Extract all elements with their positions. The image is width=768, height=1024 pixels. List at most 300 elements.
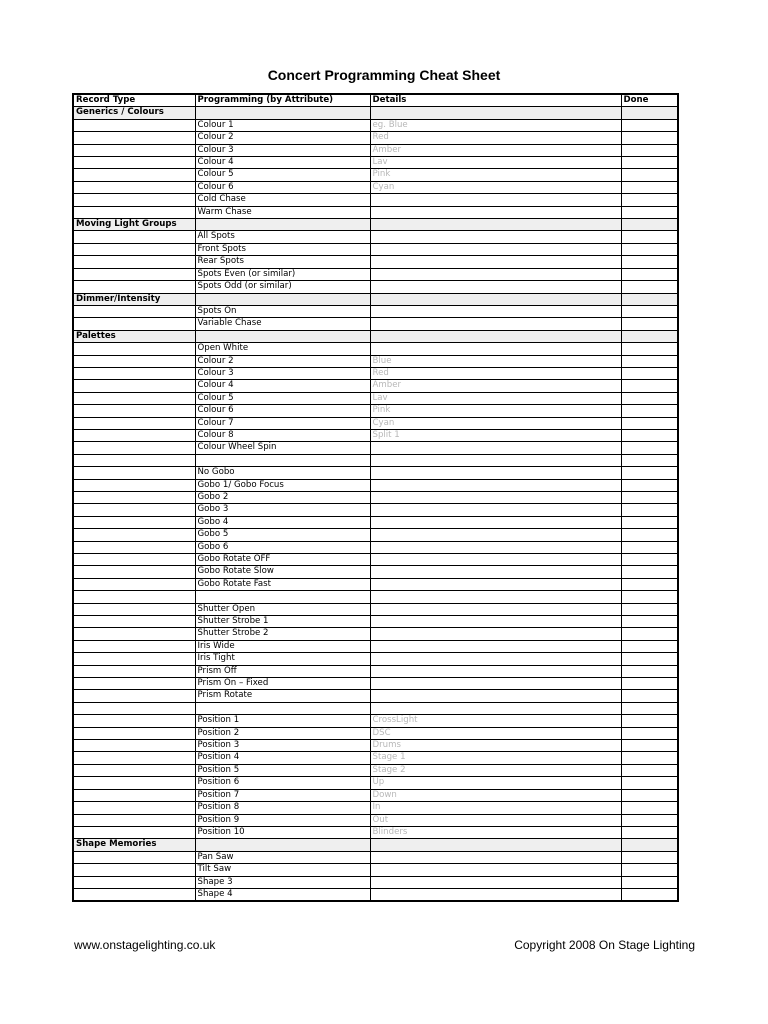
done-cell — [621, 343, 678, 355]
record-type-cell — [73, 764, 195, 776]
details-cell — [370, 839, 621, 851]
done-cell — [621, 876, 678, 888]
done-cell — [621, 231, 678, 243]
programming-cell: Rear Spots — [195, 256, 370, 268]
record-type-cell — [73, 541, 195, 553]
details-cell — [370, 566, 621, 578]
record-type-cell — [73, 566, 195, 578]
table-row — [73, 715, 678, 727]
record-type-cell — [73, 318, 195, 330]
record-type-cell — [73, 157, 195, 169]
details-cell — [370, 690, 621, 702]
record-type-cell — [73, 504, 195, 516]
table-row — [73, 814, 678, 826]
table-row — [73, 851, 678, 863]
programming-cell: Prism On – Fixed — [195, 678, 370, 690]
table-row — [73, 467, 678, 479]
done-cell — [621, 281, 678, 293]
programming-cell: Colour 2 — [195, 132, 370, 144]
record-type-cell — [73, 851, 195, 863]
record-type-cell — [73, 256, 195, 268]
details-cell — [370, 268, 621, 280]
done-cell — [621, 467, 678, 479]
cheat-sheet-table — [72, 93, 679, 902]
record-type-cell — [73, 281, 195, 293]
programming-cell: Colour 4 — [195, 157, 370, 169]
details-cell — [370, 256, 621, 268]
details-cell — [370, 603, 621, 615]
table-row — [73, 442, 678, 454]
details-cell — [370, 591, 621, 603]
table-row — [73, 566, 678, 578]
programming-cell: Colour Wheel Spin — [195, 442, 370, 454]
table-row — [73, 541, 678, 553]
record-type-cell — [73, 888, 195, 901]
record-type-cell — [73, 802, 195, 814]
record-type-cell — [73, 305, 195, 317]
done-cell — [621, 616, 678, 628]
record-type-cell — [73, 231, 195, 243]
programming-cell: Gobo 3 — [195, 504, 370, 516]
record-type-cell — [73, 603, 195, 615]
details-cell — [370, 554, 621, 566]
done-cell — [621, 219, 678, 231]
table-row — [73, 454, 678, 466]
done-cell — [621, 764, 678, 776]
table-row — [73, 181, 678, 193]
done-cell — [621, 256, 678, 268]
table-header-row — [73, 94, 678, 107]
done-cell — [621, 566, 678, 578]
programming-cell — [195, 293, 370, 305]
done-cell — [621, 864, 678, 876]
programming-cell — [195, 839, 370, 851]
page-title: Concert Programming Cheat Sheet — [267, 67, 501, 83]
details-cell — [370, 343, 621, 355]
programming-cell: Position 9 — [195, 814, 370, 826]
programming-cell: Prism Rotate — [195, 690, 370, 702]
done-cell — [621, 888, 678, 901]
done-cell — [621, 628, 678, 640]
section-row — [73, 293, 678, 305]
section-row — [73, 839, 678, 851]
programming-cell: Position 3 — [195, 740, 370, 752]
details-cell — [370, 504, 621, 516]
table-row — [73, 826, 678, 838]
record-type-cell — [73, 442, 195, 454]
details-cell: DSC — [370, 727, 621, 739]
programming-cell: Gobo 6 — [195, 541, 370, 553]
record-type-cell — [73, 491, 195, 503]
record-type-cell — [73, 405, 195, 417]
table-row — [73, 864, 678, 876]
done-cell — [621, 740, 678, 752]
details-cell — [370, 454, 621, 466]
details-cell: Amber — [370, 144, 621, 156]
done-cell — [621, 107, 678, 119]
done-cell — [621, 293, 678, 305]
details-cell — [370, 479, 621, 491]
table-row — [73, 405, 678, 417]
programming-cell: Position 8 — [195, 802, 370, 814]
footer-copyright: Copyright 2008 On Stage Lighting — [514, 938, 695, 952]
record-type-cell — [73, 826, 195, 838]
programming-cell: Pan Saw — [195, 851, 370, 863]
record-type-cell — [73, 417, 195, 429]
programming-cell — [195, 330, 370, 342]
header-record-type: Record Type — [73, 94, 195, 107]
details-cell: Down — [370, 789, 621, 801]
details-cell — [370, 491, 621, 503]
done-cell — [621, 541, 678, 553]
table-row — [73, 777, 678, 789]
details-cell — [370, 851, 621, 863]
programming-cell: Colour 8 — [195, 429, 370, 441]
programming-cell: Gobo 5 — [195, 529, 370, 541]
table-row — [73, 355, 678, 367]
table-row — [73, 268, 678, 280]
table-row — [73, 764, 678, 776]
done-cell — [621, 429, 678, 441]
done-cell — [621, 206, 678, 218]
details-cell: Lav — [370, 157, 621, 169]
done-cell — [621, 392, 678, 404]
record-type-cell — [73, 578, 195, 590]
done-cell — [621, 640, 678, 652]
done-cell — [621, 516, 678, 528]
programming-cell: Shape 4 — [195, 888, 370, 901]
details-cell — [370, 529, 621, 541]
done-cell — [621, 194, 678, 206]
programming-cell: Position 4 — [195, 752, 370, 764]
record-type-cell — [73, 640, 195, 652]
record-type-cell — [73, 355, 195, 367]
record-type-cell — [73, 678, 195, 690]
done-cell — [621, 665, 678, 677]
record-type-cell — [73, 702, 195, 714]
table-row — [73, 640, 678, 652]
record-type-cell — [73, 243, 195, 255]
table-row — [73, 876, 678, 888]
table-row — [73, 591, 678, 603]
section-row — [73, 330, 678, 342]
done-cell — [621, 442, 678, 454]
details-cell: Lav — [370, 392, 621, 404]
table-row — [73, 752, 678, 764]
record-type-cell: Generics / Colours — [73, 107, 195, 119]
record-type-cell — [73, 392, 195, 404]
details-cell: Red — [370, 367, 621, 379]
record-type-cell: Moving Light Groups — [73, 219, 195, 231]
details-cell — [370, 628, 621, 640]
record-type-cell — [73, 479, 195, 491]
record-type-cell — [73, 752, 195, 764]
programming-cell — [195, 454, 370, 466]
table-row — [73, 727, 678, 739]
programming-cell: All Spots — [195, 231, 370, 243]
details-cell: Split 1 — [370, 429, 621, 441]
record-type-cell — [73, 380, 195, 392]
programming-cell — [195, 591, 370, 603]
details-cell: Stage 2 — [370, 764, 621, 776]
programming-cell: Gobo 1/ Gobo Focus — [195, 479, 370, 491]
table-row — [73, 479, 678, 491]
record-type-cell — [73, 194, 195, 206]
table-row — [73, 392, 678, 404]
record-type-cell — [73, 343, 195, 355]
programming-cell: Position 7 — [195, 789, 370, 801]
details-cell — [370, 305, 621, 317]
done-cell — [621, 504, 678, 516]
table-row — [73, 678, 678, 690]
table-row — [73, 343, 678, 355]
details-cell — [370, 876, 621, 888]
details-cell — [370, 206, 621, 218]
programming-cell: Iris Tight — [195, 653, 370, 665]
table-row — [73, 157, 678, 169]
record-type-cell — [73, 132, 195, 144]
record-type-cell — [73, 864, 195, 876]
programming-cell: Spots Even (or similar) — [195, 268, 370, 280]
record-type-cell — [73, 268, 195, 280]
done-cell — [621, 181, 678, 193]
record-type-cell — [73, 616, 195, 628]
table-row — [73, 616, 678, 628]
details-cell — [370, 640, 621, 652]
record-type-cell — [73, 454, 195, 466]
done-cell — [621, 727, 678, 739]
details-cell — [370, 653, 621, 665]
programming-cell: Spots Odd (or similar) — [195, 281, 370, 293]
programming-cell: Colour 6 — [195, 405, 370, 417]
table-row — [73, 740, 678, 752]
done-cell — [621, 268, 678, 280]
record-type-cell — [73, 727, 195, 739]
table-row — [73, 194, 678, 206]
done-cell — [621, 367, 678, 379]
programming-cell: Colour 4 — [195, 380, 370, 392]
programming-cell: Colour 6 — [195, 181, 370, 193]
record-type-cell: Dimmer/Intensity — [73, 293, 195, 305]
record-type-cell — [73, 715, 195, 727]
record-type-cell — [73, 789, 195, 801]
programming-cell: Shape 3 — [195, 876, 370, 888]
record-type-cell — [73, 740, 195, 752]
done-cell — [621, 479, 678, 491]
programming-cell: Colour 5 — [195, 169, 370, 181]
done-cell — [621, 826, 678, 838]
done-cell — [621, 690, 678, 702]
done-cell — [621, 653, 678, 665]
table-row — [73, 665, 678, 677]
done-cell — [621, 702, 678, 714]
table-row — [73, 281, 678, 293]
programming-cell — [195, 219, 370, 231]
record-type-cell — [73, 169, 195, 181]
programming-cell: Gobo Rotate OFF — [195, 554, 370, 566]
details-cell — [370, 281, 621, 293]
programming-cell: Shutter Strobe 1 — [195, 616, 370, 628]
table-row — [73, 653, 678, 665]
record-type-cell — [73, 628, 195, 640]
details-cell: Pink — [370, 405, 621, 417]
programming-cell: Gobo 2 — [195, 491, 370, 503]
header-details: Details — [370, 94, 621, 107]
details-cell: Stage 1 — [370, 752, 621, 764]
programming-cell — [195, 107, 370, 119]
record-type-cell — [73, 144, 195, 156]
table-row — [73, 690, 678, 702]
record-type-cell: Palettes — [73, 330, 195, 342]
details-cell: Cyan — [370, 181, 621, 193]
programming-cell: Shutter Strobe 2 — [195, 628, 370, 640]
record-type-cell — [73, 591, 195, 603]
details-cell — [370, 219, 621, 231]
details-cell: Blinders — [370, 826, 621, 838]
record-type-cell — [73, 467, 195, 479]
done-cell — [621, 305, 678, 317]
table-row — [73, 206, 678, 218]
programming-cell: Tilt Saw — [195, 864, 370, 876]
details-cell — [370, 293, 621, 305]
details-cell — [370, 467, 621, 479]
table-row — [73, 367, 678, 379]
programming-cell: Spots On — [195, 305, 370, 317]
table-row — [73, 305, 678, 317]
table-row — [73, 144, 678, 156]
done-cell — [621, 318, 678, 330]
record-type-cell — [73, 119, 195, 131]
details-cell — [370, 665, 621, 677]
details-cell — [370, 578, 621, 590]
done-cell — [621, 169, 678, 181]
table-row — [73, 516, 678, 528]
done-cell — [621, 355, 678, 367]
programming-cell: Open White — [195, 343, 370, 355]
footer-website: www.onstagelighting.co.uk — [74, 938, 216, 952]
programming-cell: Colour 3 — [195, 144, 370, 156]
table-row — [73, 554, 678, 566]
done-cell — [621, 144, 678, 156]
record-type-cell — [73, 814, 195, 826]
table-row — [73, 603, 678, 615]
table-row — [73, 491, 678, 503]
programming-cell: Position 10 — [195, 826, 370, 838]
details-cell — [370, 318, 621, 330]
done-cell — [621, 752, 678, 764]
programming-cell: Position 6 — [195, 777, 370, 789]
done-cell — [621, 678, 678, 690]
programming-cell: No Gobo — [195, 467, 370, 479]
done-cell — [621, 603, 678, 615]
table-row — [73, 888, 678, 901]
programming-cell: Warm Chase — [195, 206, 370, 218]
details-cell — [370, 864, 621, 876]
details-cell — [370, 541, 621, 553]
table-row — [73, 380, 678, 392]
details-cell: CrossLight — [370, 715, 621, 727]
record-type-cell — [73, 367, 195, 379]
details-cell — [370, 702, 621, 714]
done-cell — [621, 839, 678, 851]
details-cell: Drums — [370, 740, 621, 752]
table-row — [73, 789, 678, 801]
programming-cell: Colour 7 — [195, 417, 370, 429]
done-cell — [621, 119, 678, 131]
done-cell — [621, 777, 678, 789]
details-cell: Up — [370, 777, 621, 789]
done-cell — [621, 715, 678, 727]
table-row — [73, 429, 678, 441]
section-row — [73, 107, 678, 119]
details-cell: Amber — [370, 380, 621, 392]
table-row — [73, 504, 678, 516]
done-cell — [621, 491, 678, 503]
programming-cell: Prism Off — [195, 665, 370, 677]
done-cell — [621, 554, 678, 566]
done-cell — [621, 789, 678, 801]
done-cell — [621, 330, 678, 342]
done-cell — [621, 405, 678, 417]
done-cell — [621, 417, 678, 429]
programming-cell: Colour 5 — [195, 392, 370, 404]
details-cell: Cyan — [370, 417, 621, 429]
details-cell: Pink — [370, 169, 621, 181]
programming-cell: Position 5 — [195, 764, 370, 776]
record-type-cell — [73, 690, 195, 702]
done-cell — [621, 851, 678, 863]
details-cell — [370, 330, 621, 342]
programming-cell: Colour 3 — [195, 367, 370, 379]
section-row — [73, 219, 678, 231]
record-type-cell — [73, 516, 195, 528]
table-row — [73, 529, 678, 541]
details-cell — [370, 107, 621, 119]
record-type-cell — [73, 554, 195, 566]
record-type-cell — [73, 429, 195, 441]
programming-cell: Shutter Open — [195, 603, 370, 615]
table-row — [73, 243, 678, 255]
table-row — [73, 231, 678, 243]
details-cell — [370, 888, 621, 901]
header-done: Done — [621, 94, 678, 107]
table-row — [73, 628, 678, 640]
table-row — [73, 132, 678, 144]
programming-cell: Cold Chase — [195, 194, 370, 206]
details-cell — [370, 243, 621, 255]
details-cell: Out — [370, 814, 621, 826]
done-cell — [621, 591, 678, 603]
record-type-cell: Shape Memories — [73, 839, 195, 851]
programming-cell: Colour 2 — [195, 355, 370, 367]
header-programming: Programming (by Attribute) — [195, 94, 370, 107]
done-cell — [621, 578, 678, 590]
record-type-cell — [73, 876, 195, 888]
record-type-cell — [73, 206, 195, 218]
table-row — [73, 578, 678, 590]
programming-cell: Variable Chase — [195, 318, 370, 330]
record-type-cell — [73, 665, 195, 677]
programming-cell: Position 1 — [195, 715, 370, 727]
programming-cell: Gobo Rotate Slow — [195, 566, 370, 578]
done-cell — [621, 243, 678, 255]
done-cell — [621, 157, 678, 169]
table-row — [73, 318, 678, 330]
details-cell — [370, 231, 621, 243]
done-cell — [621, 132, 678, 144]
details-cell — [370, 194, 621, 206]
details-cell: Red — [370, 132, 621, 144]
